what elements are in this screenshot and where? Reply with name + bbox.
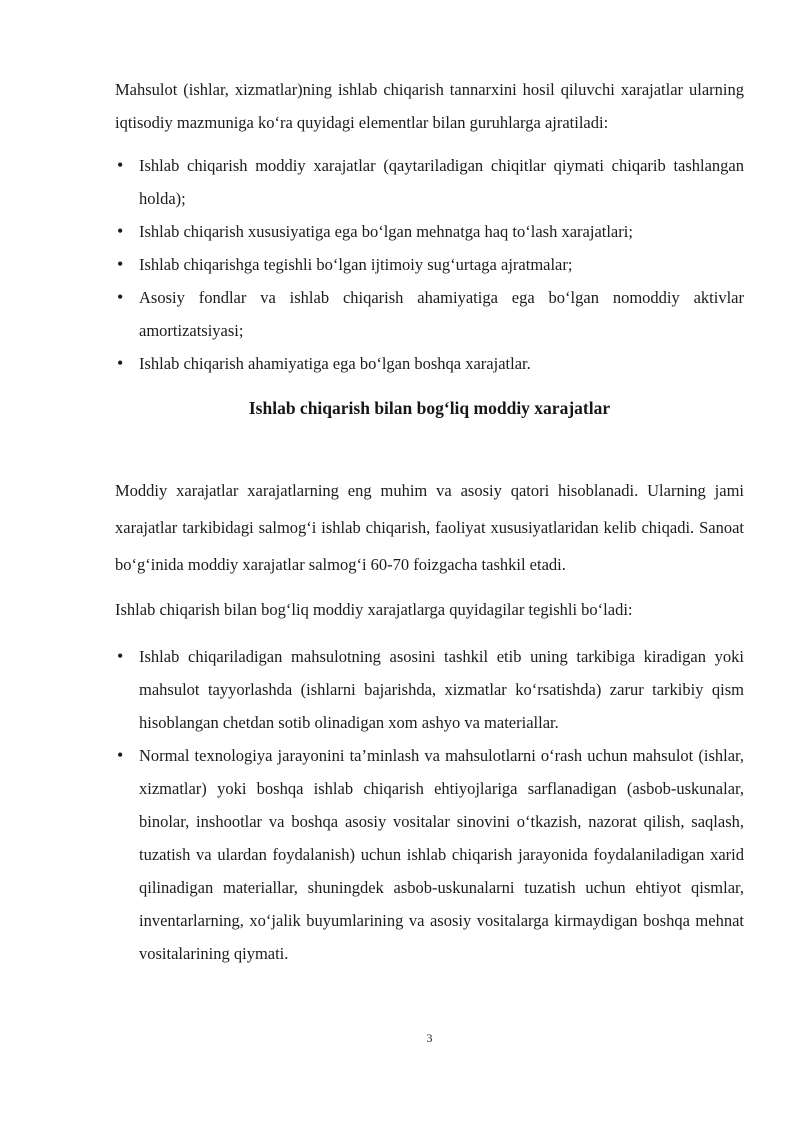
- material-costs-paragraph: Moddiy xarajatlar xarajatlarning eng muhim va asosiy qatori hisoblanadi. Ularning jami xarajatlar tarkibidagi salmog‘i ishlab chiqarish, faoliyat xususiyatlaridan kelib chiqadi. Sanoat bo‘g‘inida moddiy xarajatlar salmog‘i 60-70 foizgacha tashkil etadi.: [115, 481, 744, 574]
- page-number: 3: [426, 1031, 433, 1045]
- list-item: • Ishlab chiqariladigan mahsulotning asosini tashkil etib uning tarkibiga kiradigan yoki mahsulot tayyorlashda (ishlarni bajarishda, xizmatlar ko‘rsatishda) zarur tarkibiy qism hisoblangan chetdan sotib olinadigan xom ashyo va materiallar.: [115, 640, 744, 739]
- material-costs-list-intro: Ishlab chiqarish bilan bog‘liq moddiy xarajatlarga quyidagilar tegishli bo‘ladi:: [115, 600, 633, 619]
- list-item: • Ishlab chiqarish ahamiyatiga ega bo‘lgan boshqa xarajatlar.: [115, 347, 744, 380]
- document-content: [115, 73, 744, 970]
- material-costs-list: [115, 640, 744, 970]
- intro-paragraph: Mahsulot (ishlar, xizmatlar)ning ishlab chiqarish tannarxini hosil qiluvchi xarajatlar ularning iqtisodiy mazmuniga ko‘ra quyidagi elementlar bilan guruhlarga ajratiladi:: [115, 80, 744, 132]
- list-item: • Ishlab chiqarish moddiy xarajatlar (qaytariladigan chiqitlar qiymati chiqarib tashlangan holda);: [115, 149, 744, 215]
- section-heading: Ishlab chiqarish bilan bog‘liq moddiy xarajatlar: [248, 398, 611, 418]
- expense-elements-list: [115, 149, 744, 380]
- list-item: • Asosiy fondlar va ishlab chiqarish ahamiyatiga ega bo‘lgan nomoddiy aktivlar amortizatsiyasi;: [115, 281, 744, 347]
- list-item: • Ishlab chiqarishga tegishli bo‘lgan ijtimoiy sug‘urtaga ajratmalar;: [115, 248, 744, 281]
- list-item: • Ishlab chiqarish xususiyatiga ega bo‘lgan mehnatga haq to‘lash xarajatlari;: [115, 215, 744, 248]
- list-item: • Normal texnologiya jarayonini ta’minlash va mahsulotlarni o‘rash uchun mahsulot (ishlar, xizmatlar) yoki boshqa ishlab chiqarish ehtiyojlariga sarflanadigan (asbob-uskunalar, binolar, inshootlar va boshqa asosiy vositalar sinovini o‘tkazish, nazorat qilish, saqlash, tuzatish va ulardan foydalanish) uchun ishlab chiqarish jarayonida foydalaniladigan xarid qilinadigan materiallar, shuningdek asbob-uskunalarni tuzatish uchun ehtiyot qismlar, inventarlarning, xo‘jalik buyumlarining va asosiy vositalarga kirmaydigan boshqa mehnat vositalarining qiymati.: [115, 739, 744, 970]
